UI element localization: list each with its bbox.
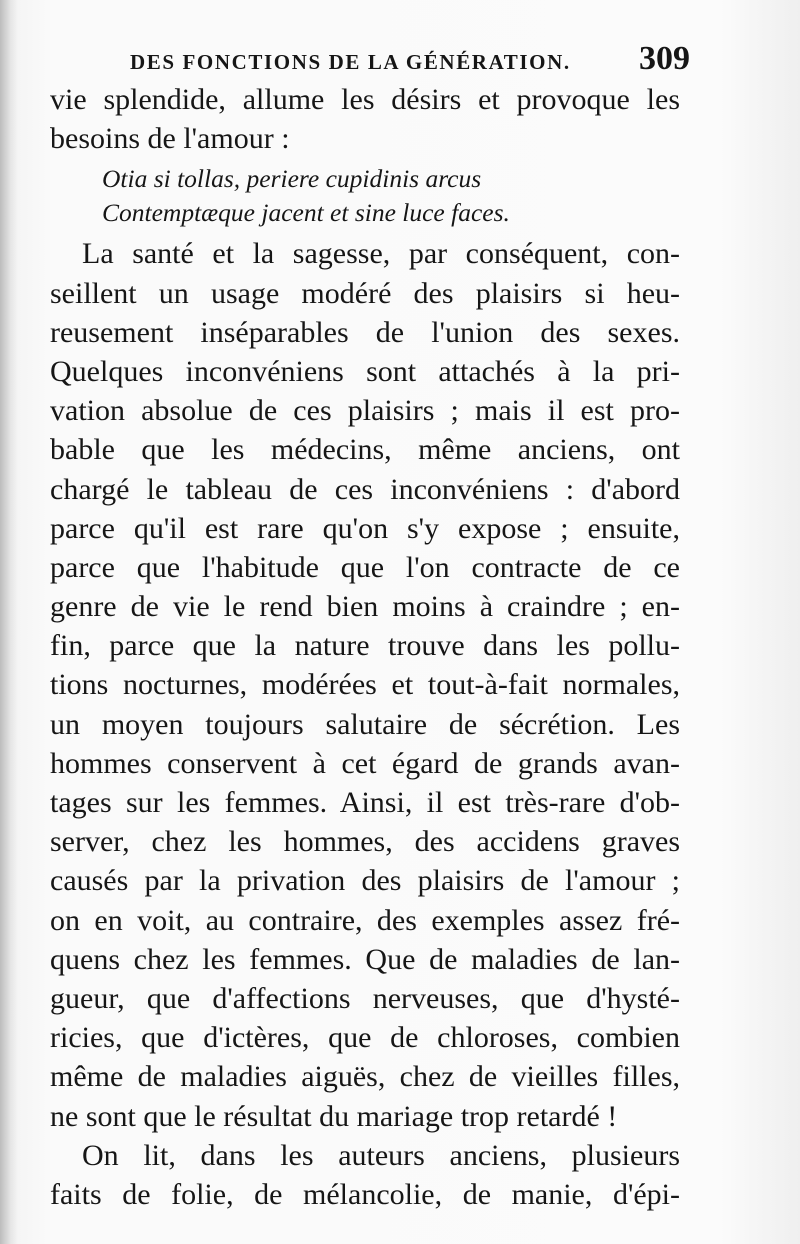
text-line: ne sont que le résultat du mariage trop retardé ! xyxy=(50,1099,618,1133)
page-number: 309 xyxy=(639,40,690,77)
body-text xyxy=(50,80,680,1214)
page-gutter-shadow xyxy=(0,0,18,1244)
text-line: chargé le tableau de ces inconvéniens : d'abord xyxy=(50,472,680,506)
text-line: vie splendide, allume les désirs et provoque les xyxy=(50,83,680,116)
text-line: même de maladies aiguës, chez de vieilles filles, xyxy=(50,1060,680,1094)
text-line: besoins de l'amour : xyxy=(50,122,290,156)
text-line: fin, parce que la nature trouve dans les pollu- xyxy=(50,629,680,663)
text-line: genre de vie le rend bien moins à craindre ; en- xyxy=(50,590,680,624)
text-line: vation absolue de ces plaisirs ; mais il est pro- xyxy=(50,394,680,428)
text-line: tages sur les femmes. Ainsi, il est très-rare d'ob- xyxy=(50,786,680,819)
running-head: DES FONCTIONS DE LA GÉNÉRATION. xyxy=(130,50,571,74)
text-line: tions nocturnes, modérées et tout-à-fait normales, xyxy=(50,668,680,702)
text-line: bable que les médecins, même anciens, ont xyxy=(50,433,680,467)
text-line: un moyen toujours salutaire de sécrétion. Les xyxy=(50,707,680,741)
text-line: faits de folie, de mélancolie, de manie, d'épi- xyxy=(50,1177,680,1211)
text-line: on en voit, au contraire, des exemples assez fré- xyxy=(50,903,680,937)
text-line: hommes conservent à cet égard de grands avan- xyxy=(50,746,680,780)
text-line: parce que l'habitude que l'on contracte de ce xyxy=(50,550,680,584)
text-line: La santé et la sagesse, par conséquent, con- xyxy=(82,237,680,271)
text-line: seillent un usage modéré des plaisirs si heu- xyxy=(50,276,680,310)
text-line: server, chez les hommes, des accidens graves xyxy=(50,825,680,859)
text-line: gueur, que d'affections nerveuses, que d'hysté- xyxy=(50,981,680,1015)
verse-line: Contemptæque jacent et sine luce faces. xyxy=(102,198,510,228)
text-line: quens chez les femmes. Que de maladies de lan- xyxy=(50,942,680,976)
text-line: On lit, dans les auteurs anciens, plusieurs xyxy=(82,1138,680,1172)
text-line: reusement inséparables de l'union des sexes. xyxy=(50,315,680,349)
text-line: parce qu'il est rare qu'on s'y expose ; ensuite, xyxy=(50,511,680,545)
text-line: causés par la privation des plaisirs de l'amour ; xyxy=(50,864,680,898)
text-line: ricies, que d'ictères, que de chloroses, combien xyxy=(50,1021,680,1055)
verse-line: Otia si tollas, periere cupidinis arcus xyxy=(102,164,482,194)
text-line: Quelques inconvéniens sont attachés à la pri- xyxy=(50,354,680,388)
